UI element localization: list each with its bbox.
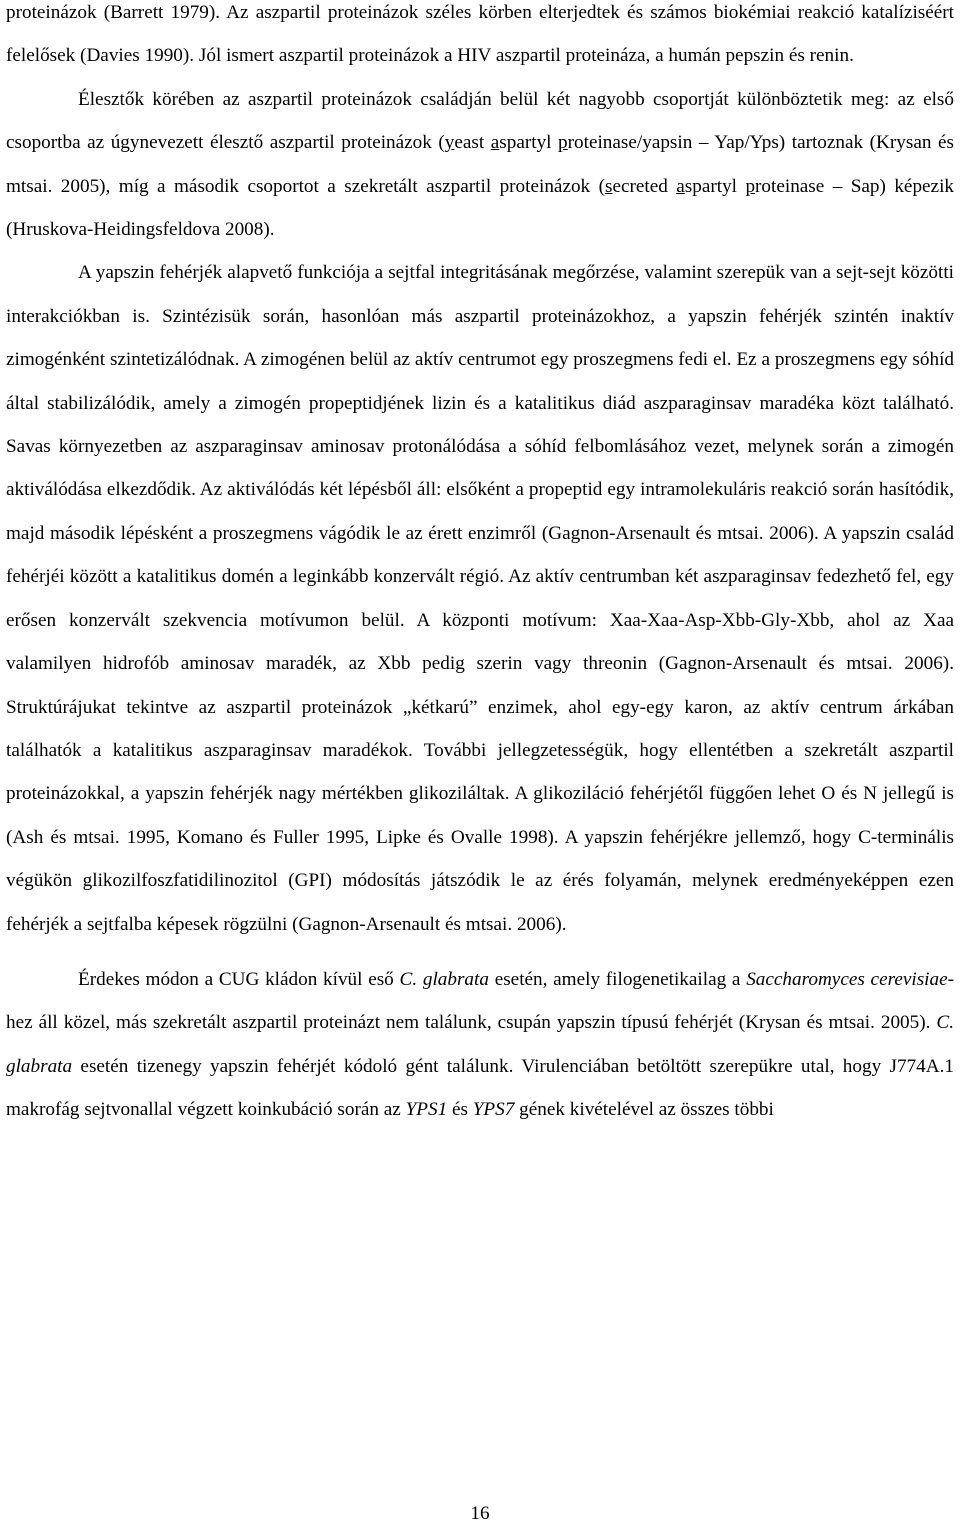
species-name: C. glabrata bbox=[399, 968, 489, 990]
gene-name: YPS7 bbox=[472, 1099, 515, 1121]
paragraph-yapsin-function: A yapszin fehérjék alapvető funkciója a sejtfal integritásának megőrzése, valamint szerepük van a sejt-sejt közötti interakciókban is. Szintézisük során, hasonlóan más aszpartil proteinázokhoz, a yapszin fehérjék szintén inaktív zimogénként szintetizálódnak. A zimogénen belül az aktív centrumot egy proszegmens fedi el. Ez a proszegmens egy sóhíd által stabilizálódik, amely a zimogén propeptidjének lizin és a katalitikus diád aszparaginsav maradéka közt található. Savas környezetben az aszparaginsav aminosav protonálódása a sóhíd felbomlásához vezet, melynek során a zimogén aktiválódása elkezdődik. Az aktiválódás két lépésből áll: elsőként a propeptid egy intramolekuláris reakció során hasítódik, majd második lépésként a proszegmens vágódik le az érett enzimről (Gagnon-Arsenault és mtsai. 2006). A yapszin család fehérjéi között a katalitikus domén a leginkább konzervált régió. Az aktív centrumban két aszparaginsav fedezhető fel, egy erősen konzervált szekvencia motívumon belül. A központi motívum: Xaa-Xaa-Asp-Xbb-Gly-Xbb, ahol az Xaa valamilyen hidrofób aminosav maradék, az Xbb pedig szerin vagy threonin (Gagnon-Arsenault és mtsai. 2006). Struktúrájukat tekintve az aszpartil proteinázok „kétkarú” enzimek, ahol egy-egy karon, az aktív centrum árkában találhatók a katalitikus aszparaginsav maradékok. További jellegzetességük, hogy ellentétben a szekretált aszpartil proteinázokkal, a yapszin fehérjék nagy mértékben glikoziláltak. A glikoziláció fehérjétől függően lehet O és N jellegű is (Ash és mtsai. 1995, Komano és Fuller 1995, Lipke és Ovalle 1998). A yapszin fehérjékre jellemző, hogy C-terminális végükön glikozilfoszfatidilinozitol (GPI) módosítás játszódik le az érés folyamán, melynek eredményeképpen ezen fehérjék a sejtfalba képesek rögzülni (Gagnon-Arsenault és mtsai. 2006). bbox=[6, 262, 954, 935]
gene-name: YPS1 bbox=[405, 1099, 448, 1121]
text-run: esetén tizenegy yapszin fehérjét kódoló gént találunk. Virulenciában betöltött szerepükre utal, hogy J774A.1 makrofág sejtvonallal végzett koinkubáció során az bbox=[6, 1055, 954, 1121]
text-run: roteinase – Sap) képezik (Hruskova-Heidingsfeldova 2008). bbox=[6, 175, 954, 241]
text-run: roteinase/yapsin – Yap/Yps) tartoznak (Krysan és mtsai. 2005), míg a második csoportot a szekretált aszpartil proteinázok ( bbox=[6, 132, 954, 197]
paragraph-intro: proteinázok (Barrett 1979). Az aszpartil proteinázok széles körben elterjedtek és számos biokémiai reakció katalíziséért felelősek (Davies 1990). Jól ismert aszpartil proteinázok a HIV aszpartil proteináza, a humán pepszin és renin. bbox=[6, 2, 954, 67]
text-run: gének kivételével az összes többi bbox=[514, 1099, 774, 1121]
underlined-letter: p bbox=[745, 175, 756, 197]
text-run: Élesztők körében az aszpartil proteinázok családján belül két nagyobb csoportját különböztetik meg: az első csoportba az úgynevezett élesztő aszpartil proteinázok ( bbox=[6, 88, 954, 154]
paragraph-c-glabrata bbox=[6, 958, 954, 1132]
text-run: esetén, amely filogenetikailag a bbox=[488, 968, 747, 990]
text-run: és bbox=[447, 1099, 473, 1121]
underlined-letter: y bbox=[444, 132, 455, 154]
underlined-letter: s bbox=[604, 175, 613, 197]
text-run: Érdekes módon a CUG kládon kívül eső bbox=[78, 968, 400, 990]
underlined-letter: a bbox=[676, 175, 685, 197]
text-run: ecreted bbox=[612, 175, 677, 197]
text-run: spartyl bbox=[499, 132, 559, 154]
text-run: east bbox=[454, 132, 491, 154]
text-run: spartyl bbox=[684, 175, 746, 197]
text-run: -hez áll közel, más szekretált aszpartil proteinázt nem találunk, csupán yapszin típusú fehérjét (Krysan és mtsai. 2005). bbox=[6, 968, 955, 1034]
document-page bbox=[6, 0, 954, 1132]
paragraph-yeast-groups bbox=[6, 78, 954, 252]
species-name: Saccharomyces cerevisiae bbox=[746, 968, 948, 990]
underlined-letter: p bbox=[558, 132, 568, 154]
page-number: 16 bbox=[470, 1503, 490, 1524]
underlined-letter: a bbox=[490, 132, 500, 154]
species-name: C. glabrata bbox=[6, 1012, 954, 1077]
